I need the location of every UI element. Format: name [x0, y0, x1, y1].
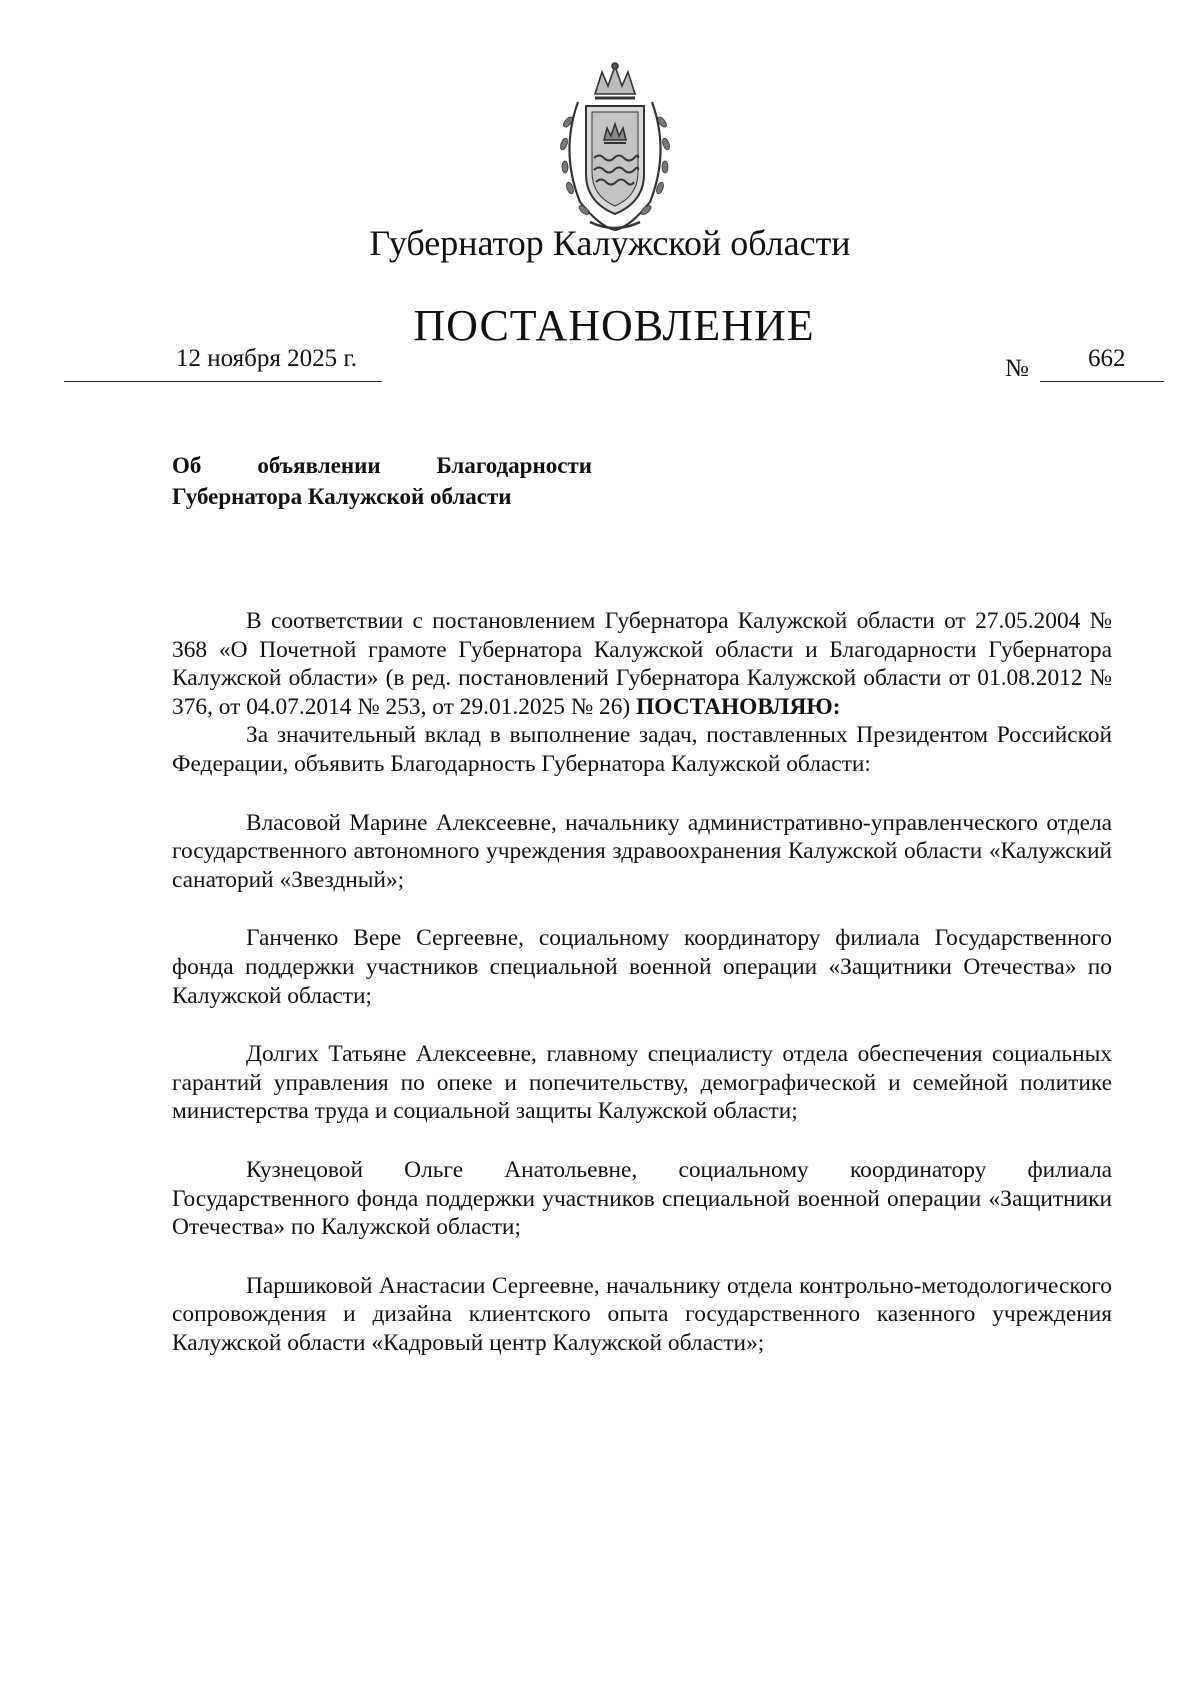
- document-date: 12 ноября 2025 г.: [176, 345, 358, 372]
- paragraph-gap: [172, 1242, 1112, 1272]
- paragraph-gap: [172, 779, 1112, 809]
- subject-word: объявлении: [257, 453, 381, 478]
- subject-line-2: Губернатора Калужской области: [172, 484, 512, 509]
- recipient-paragraph: Кузнецовой Ольге Анатольевне, социальному координатору филиала Государственного фонда поддержки участников специальной военной операции «Защитники Отечества» по Калужской области;: [172, 1156, 1112, 1241]
- number-sign: №: [1005, 355, 1029, 382]
- recipient-paragraph: Паршиковой Анастасии Сергеевне, начальнику отдела контрольно-методологического сопровождения и дизайна клиентского опыта государственного казенного учреждения Калужской области «Кадровый центр Калужской области»;: [172, 1272, 1112, 1356]
- subject-word: Благодарности: [436, 453, 592, 478]
- recipient-paragraph: Власовой Марине Алексеевне, начальнику административно-управленческого отдела государственного автономного учреждения здравоохранения Калужской области «Калужский санаторий «Звездный»;: [172, 809, 1112, 893]
- subject-line-1: [172, 450, 592, 481]
- preamble-paragraph: [172, 607, 1112, 721]
- paragraph-gap: [172, 1126, 1112, 1156]
- paragraph-gap: [172, 894, 1112, 924]
- issuing-authority: Губернатор Калужской области: [369, 223, 851, 263]
- recipient-paragraph: Ганченко Вере Сергеевне, социальному координатору филиала Государственного фонда поддержки участников специальной военной операции «Защитники Отечества» по Калужской области;: [172, 925, 1112, 1009]
- date-field: [64, 345, 382, 382]
- subject-word: Об: [172, 453, 202, 478]
- document-subject: [172, 450, 592, 512]
- number-field: [1040, 345, 1164, 382]
- intro-paragraph: За значительный вклад в выполнение задач, поставленных Президентом Российской Федерации, объявить Благодарность Губернатора Калужской области:: [172, 722, 1112, 777]
- kaluga-region-coat-of-arms-icon: [550, 62, 680, 237]
- preamble-text: В соответствии с постановлением Губернатора Калужской области от 27.05.2004 № 368 «О Почетной грамоте Губернатора Калужской области и Благодарности Губернатора Калужской области» (в ред. постановлений Губернатора Калужской области от 01.08.2012 № 376, от 04.07.2014 № 253, от 29.01.2025 № 26): [172, 608, 1112, 720]
- document-body: [172, 607, 1112, 1357]
- recipient-paragraph: Долгих Татьяне Алексеевне, главному специалисту отдела обеспечения социальных гарантий управления по опеке и попечительству, демографической и семейной политике министерства труда и социальной защиты Калужской области;: [172, 1041, 1112, 1125]
- decree-word: ПОСТАНОВЛЯЮ:: [636, 693, 841, 720]
- document-type-title: ПОСТАНОВЛЕНИЕ: [413, 301, 815, 350]
- document-number: 662: [1088, 345, 1126, 372]
- paragraph-gap: [172, 1010, 1112, 1040]
